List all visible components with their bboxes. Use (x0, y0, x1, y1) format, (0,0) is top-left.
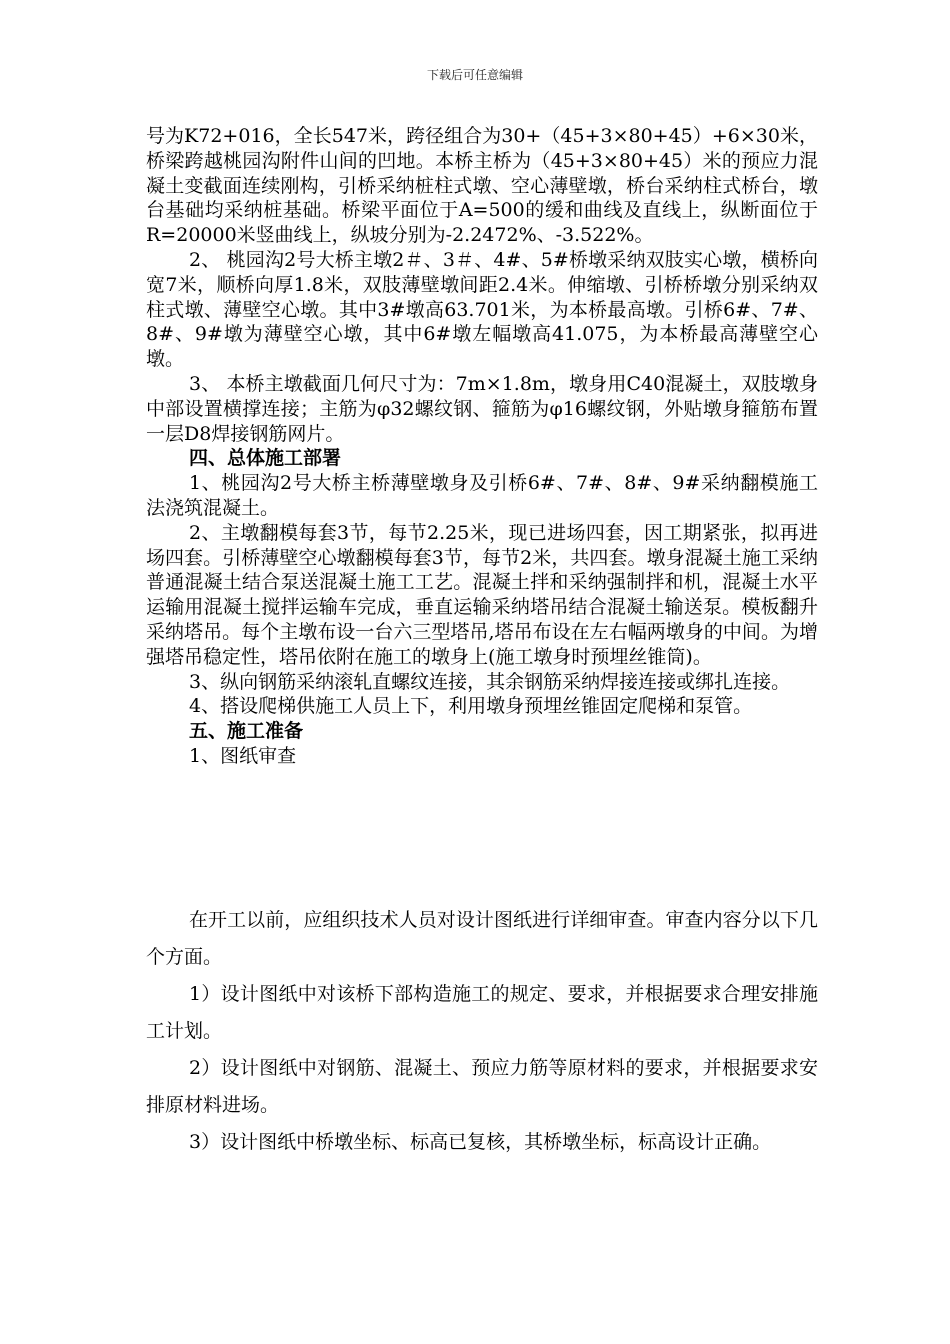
subheading-drawing-review: 1、图纸审查 (189, 744, 297, 767)
section-heading-5: 五、施工准备 (189, 720, 304, 743)
body-text-loose (146, 902, 818, 1161)
paragraph-deploy-1: 1、桃园沟2号大桥主桥薄壁墩身及引桥6#、7#、8#、9#采纳翻模施工法浇筑混凝土。 (146, 472, 818, 519)
paragraph-deploy-3: 3、纵向钢筋采纳滚轧直螺纹连接，其余钢筋采纳焊接连接或绑扎连接。 (189, 670, 791, 693)
section-heading-4: 四、总体施工部署 (189, 447, 342, 470)
paragraph-item-2: 2、 桃园沟2号大桥主墩2＃、3＃、4#、5#桥墩采纳双肢实心墩，横桥向宽7米，顺桥向厚1.8米，双肢薄壁墩间距2.4米。伸缩墩、引桥桥墩分别采纳双柱式墩、薄壁空心墩。其中3#墩高63.701米，为本桥最高墩。引桥6#、7#、8#、9#墩为薄壁空心墩，其中6#墩左幅墩高41.075，为本桥最高薄壁空心墩。 (146, 248, 818, 371)
paragraph-review-2: 2）设计图纸中对钢筋、混凝土、预应力筋等原材料的要求，并根据要求安排原材料进场。 (146, 1057, 818, 1116)
paragraph-review-1: 1）设计图纸中对该桥下部构造施工的规定、要求，并根据要求合理安排施工计划。 (146, 983, 818, 1042)
paragraph-deploy-2: 2、主墩翻模每套3节，每节2.25米，现已进场四套，因工期紧张，拟再进场四套。引桥薄壁空心墩翻模每套3节，每节2米，共四套。墩身混凝土施工采纳普通混凝土结合泵送混凝土施工工艺。混凝土拌和采纳强制拌和机，混凝土水平运输用混凝土搅拌运输车完成，垂直运输采纳塔吊结合混凝土输送泵。模板翻升采纳塔吊。每个主墩布设一台六三型塔吊,塔吊布设在左右幅两墩身的中间。为增强塔吊稳定性，塔吊依附在施工的墩身上(施工墩身时预埋丝锥筒)。 (146, 521, 818, 668)
paragraph-item-3: 3、 本桥主墩截面几何尺寸为：7m×1.8m，墩身用C40混凝土，双肢墩身中部设置横撑连接；主筋为φ32螺纹钢、箍筋为φ16螺纹钢，外贴墩身箍筋布置一层D8焊接钢筋网片。 (146, 372, 818, 445)
body-text (146, 124, 818, 769)
paragraph-review-intro: 在开工以前，应组织技术人员对设计图纸进行详细审查。审查内容分以下几个方面。 (146, 909, 818, 968)
header-note: 下载后可任意编辑 (426, 68, 523, 82)
paragraph-bridge-overview: 号为K72+016，全长547米，跨径组合为30+（45+3×80+45）+6×30米，桥梁跨越桃园沟附件山间的凹地。本桥主桥为（45+3×80+45）米的预应力混凝土变截面连续刚构，引桥采纳桩柱式墩、空心薄壁墩，桥台采纳柱式桥台，墩台基础均采纳桩基础。桥梁平面位于A=500的缓和曲线及直线上，纵断面位于R=20000米竖曲线上，纵坡分别为-2.2472%、-3.522%。 (146, 125, 818, 247)
paragraph-review-3: 3）设计图纸中桥墩坐标、标高已复核，其桥墩坐标，标高设计正确。 (189, 1131, 772, 1153)
paragraph-deploy-4: 4、搭设爬梯供施工人员上下，利用墩身预埋丝锥固定爬梯和泵管。 (189, 695, 753, 718)
